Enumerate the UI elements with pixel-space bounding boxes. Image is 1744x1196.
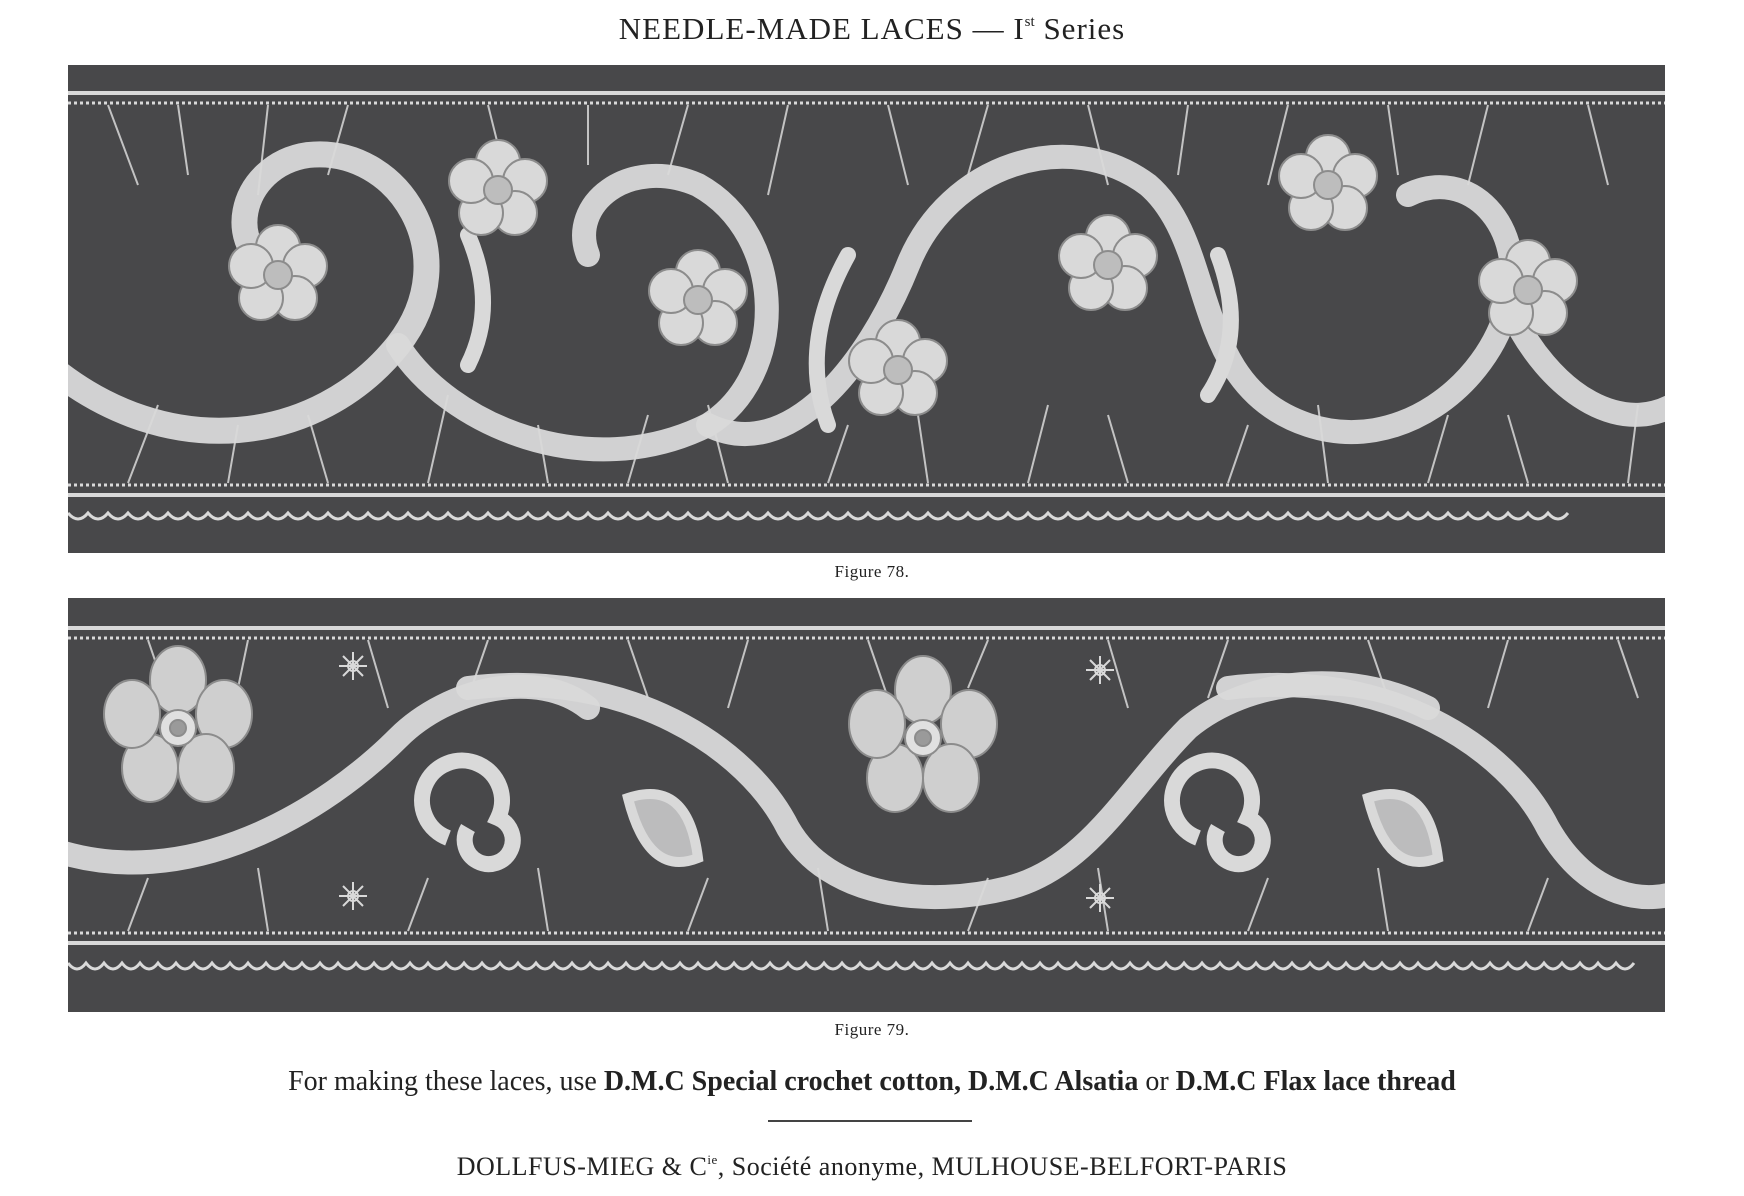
page-title (0, 2, 1744, 46)
thread-instructions (0, 1064, 1744, 1100)
lace-illustration-79 (68, 598, 1665, 1012)
thread-alsatia: D.M.C Alsatia (968, 1066, 1139, 1097)
publisher-details: , Société anonyme, MULHOUSE-BELFORT-PARIS (717, 1152, 1288, 1181)
publisher-footer (0, 1143, 1744, 1184)
series-suffix: st (1024, 14, 1035, 30)
lace-illustration-78 (68, 65, 1665, 553)
thread-flax-lace: D.M.C Flax lace thread (1175, 1066, 1456, 1097)
instructions-connector: or (1145, 1066, 1169, 1097)
lace-plate-figure-79 (68, 598, 1665, 1012)
thread-special-crochet-cotton: D.M.C Special crochet cotton, (603, 1066, 961, 1097)
divider-rule (768, 1120, 972, 1122)
series-word: Series (1043, 11, 1126, 46)
lace-plate-figure-78 (68, 65, 1665, 553)
figure-79-caption: Figure 79. (834, 1020, 910, 1039)
publisher-name: DOLLFUS-MIEG & C (456, 1152, 708, 1181)
page-title-main: NEEDLE-MADE LACES — (618, 11, 1005, 46)
instructions-prefix: For making these laces, use (288, 1066, 597, 1097)
figure-78-caption: Figure 78. (834, 562, 910, 581)
publisher-name-sup: ie (707, 1152, 718, 1167)
series-number: I (1013, 11, 1025, 46)
